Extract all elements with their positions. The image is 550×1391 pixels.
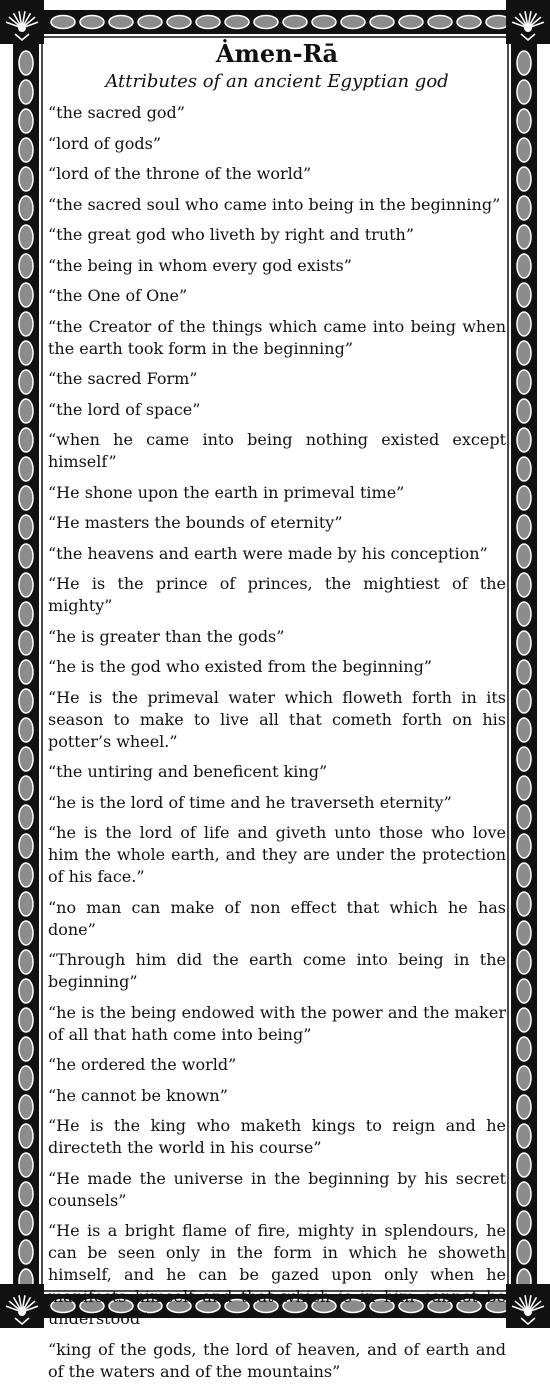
- border-oval: [19, 1211, 33, 1235]
- border-oval: [517, 1066, 531, 1090]
- border-oval: [19, 1124, 33, 1148]
- border-oval: [517, 805, 531, 829]
- border-oval: [283, 16, 307, 29]
- border-oval: [254, 16, 278, 29]
- border-oval: [19, 341, 33, 365]
- border-oval: [517, 196, 531, 220]
- border-oval: [19, 544, 33, 568]
- border-oval: [19, 1182, 33, 1206]
- border-oval: [19, 892, 33, 916]
- border-oval: [19, 167, 33, 191]
- border-oval: [225, 16, 249, 29]
- border-oval: [517, 80, 531, 104]
- border-oval: [19, 486, 33, 510]
- border-oval: [19, 805, 33, 829]
- border-oval: [517, 1211, 531, 1235]
- eye-of-horus-icon: [524, 24, 532, 32]
- attribute-quote: “no man can make of non effect that which he has done”: [48, 897, 506, 939]
- border-oval: [196, 16, 220, 29]
- border-oval: [19, 660, 33, 684]
- border-oval: [19, 1240, 33, 1264]
- border-oval: [517, 1124, 531, 1148]
- attribute-quote: “He made the universe in the beginning by his secret counsels”: [48, 1168, 506, 1210]
- border-oval: [19, 457, 33, 481]
- border-oval: [51, 16, 75, 29]
- border-oval: [517, 486, 531, 510]
- border-oval: [19, 109, 33, 133]
- main-content: [48, 40, 506, 1391]
- border-oval: [517, 341, 531, 365]
- border-oval: [109, 16, 133, 29]
- border-oval: [19, 863, 33, 887]
- border-oval: [517, 660, 531, 684]
- border-oval: [19, 80, 33, 104]
- attribute-quote: “the Creator of the things which came into being when the earth took form in the beginning”: [48, 316, 506, 358]
- border-oval: [517, 51, 531, 75]
- border-oval: [517, 544, 531, 568]
- attribute-quote: “the great god who liveth by right and truth”: [48, 225, 415, 244]
- page-title: Ȧmen-Rā: [215, 39, 339, 68]
- attribute-quote: “He is a bright flame of fire, mighty in splendours, he can be seen only in the form in which he showeth himself, and he can be gazed upon only when he manifests himself and that which is in him cannot be understood”: [48, 1221, 506, 1328]
- border-oval: [19, 254, 33, 278]
- border-oval: [19, 428, 33, 452]
- attribute-quote: “the lord of space”: [48, 399, 201, 419]
- border-oval: [138, 16, 162, 29]
- border-oval: [19, 631, 33, 655]
- border-oval: [517, 921, 531, 945]
- border-oval: [19, 689, 33, 713]
- border-oval: [517, 776, 531, 800]
- border-oval: [19, 747, 33, 771]
- border-oval: [19, 602, 33, 626]
- border-oval: [19, 312, 33, 336]
- border-oval: [19, 399, 33, 423]
- attribute-quote: “he cannot be known”: [48, 1085, 228, 1105]
- attribute-quote: “the heavens and earth were made by his conception”: [48, 543, 488, 563]
- border-oval: [19, 283, 33, 307]
- attribute-quote: “king of the gods, the lord of heaven, and of earth and of the waters and of the mountains”: [48, 1339, 506, 1381]
- border-oval: [341, 16, 365, 29]
- border-oval: [19, 776, 33, 800]
- attribute-quote: “the being in whom every god exists”: [48, 255, 352, 275]
- border-oval: [19, 1037, 33, 1061]
- eye-of-horus-icon: [18, 1308, 26, 1316]
- attribute-quote: “he is the being endowed with the power and the maker of all that hath come into being”: [48, 1002, 506, 1044]
- attributes-list: [48, 102, 506, 1383]
- border-oval: [517, 167, 531, 191]
- border-oval: [517, 631, 531, 655]
- border-oval: [19, 718, 33, 742]
- eye-of-horus-icon: [18, 24, 26, 32]
- border-oval: [517, 225, 531, 249]
- border-oval: [517, 747, 531, 771]
- border-oval: [19, 51, 33, 75]
- page-subtitle: Attributes of an ancient Egyptian god: [105, 71, 449, 92]
- border-oval: [517, 602, 531, 626]
- attribute-quote: “the sacred Form”: [48, 369, 198, 388]
- attribute-quote: “Through him did the earth come into being in the beginning”: [48, 950, 506, 991]
- attribute-quote: “He is the prince of princes, the mightiest of the mighty”: [48, 574, 506, 615]
- border-oval: [457, 16, 481, 29]
- border-oval: [517, 138, 531, 162]
- attribute-quote: “when he came into being nothing existed except himself”: [48, 430, 506, 471]
- border-oval: [370, 16, 394, 29]
- border-oval: [19, 1095, 33, 1119]
- attribute-quote: “the untiring and beneficent king”: [48, 762, 328, 781]
- border-oval: [517, 254, 531, 278]
- border-oval: [19, 1153, 33, 1177]
- attribute-quote: “he is the god who existed from the beginning”: [48, 657, 432, 676]
- attribute-quote: “He shone upon the earth in primeval time”: [48, 482, 405, 502]
- border-oval: [19, 1066, 33, 1090]
- border-oval: [517, 312, 531, 336]
- border-oval: [517, 863, 531, 887]
- border-oval: [312, 16, 336, 29]
- border-oval: [19, 138, 33, 162]
- border-oval: [19, 921, 33, 945]
- border-oval: [19, 515, 33, 539]
- border-oval: [428, 16, 452, 29]
- border-oval: [517, 1008, 531, 1032]
- border-oval: [517, 1037, 531, 1061]
- attribute-quote: “he is the lord of life and giveth unto those who love him the whole earth, and they are under the protection of his face.”: [48, 823, 506, 886]
- border-oval: [517, 1240, 531, 1264]
- border-oval: [517, 370, 531, 394]
- border-oval: [19, 370, 33, 394]
- border-oval: [167, 16, 191, 29]
- border-oval: [19, 834, 33, 858]
- border-oval: [19, 950, 33, 974]
- border-oval: [517, 428, 531, 452]
- border-oval: [517, 1182, 531, 1206]
- attribute-quote: “He is the primeval water which floweth forth in its season to make to live all that cometh forth on his potter’s wheel.”: [48, 687, 506, 751]
- border-oval: [517, 399, 531, 423]
- border-oval: [517, 979, 531, 1003]
- attribute-quote: “lord of the throne of the world”: [48, 164, 312, 183]
- border-oval: [517, 283, 531, 307]
- border-oval: [19, 573, 33, 597]
- border-oval: [80, 16, 104, 29]
- attribute-quote: “the One of One”: [48, 286, 188, 305]
- border-oval: [19, 225, 33, 249]
- border-oval: [399, 16, 423, 29]
- attribute-quote: “the sacred soul who came into being in the beginning”: [48, 194, 501, 214]
- border-oval: [19, 979, 33, 1003]
- attribute-quote: “He is the king who maketh kings to reign and he directeth the world in his course”: [48, 1116, 506, 1157]
- border-oval: [517, 718, 531, 742]
- attribute-quote: “he ordered the world”: [48, 1055, 237, 1074]
- border-oval: [517, 1095, 531, 1119]
- eye-of-horus-icon: [524, 1308, 532, 1316]
- attribute-quote: “he is the lord of time and he traverseth eternity”: [48, 792, 452, 812]
- attribute-quote: “He masters the bounds of eternity”: [48, 513, 343, 532]
- border-oval: [19, 196, 33, 220]
- border-oval: [517, 515, 531, 539]
- border-oval: [517, 834, 531, 858]
- border-oval: [517, 109, 531, 133]
- border-oval: [19, 1008, 33, 1032]
- border-oval: [517, 457, 531, 481]
- attribute-quote: “he is greater than the gods”: [48, 626, 285, 646]
- attribute-quote: “the sacred god”: [48, 103, 185, 122]
- border-oval: [517, 1153, 531, 1177]
- border-oval: [517, 892, 531, 916]
- border-oval: [517, 689, 531, 713]
- attribute-quote: “lord of gods”: [48, 133, 162, 153]
- border-oval: [517, 950, 531, 974]
- border-oval: [517, 573, 531, 597]
